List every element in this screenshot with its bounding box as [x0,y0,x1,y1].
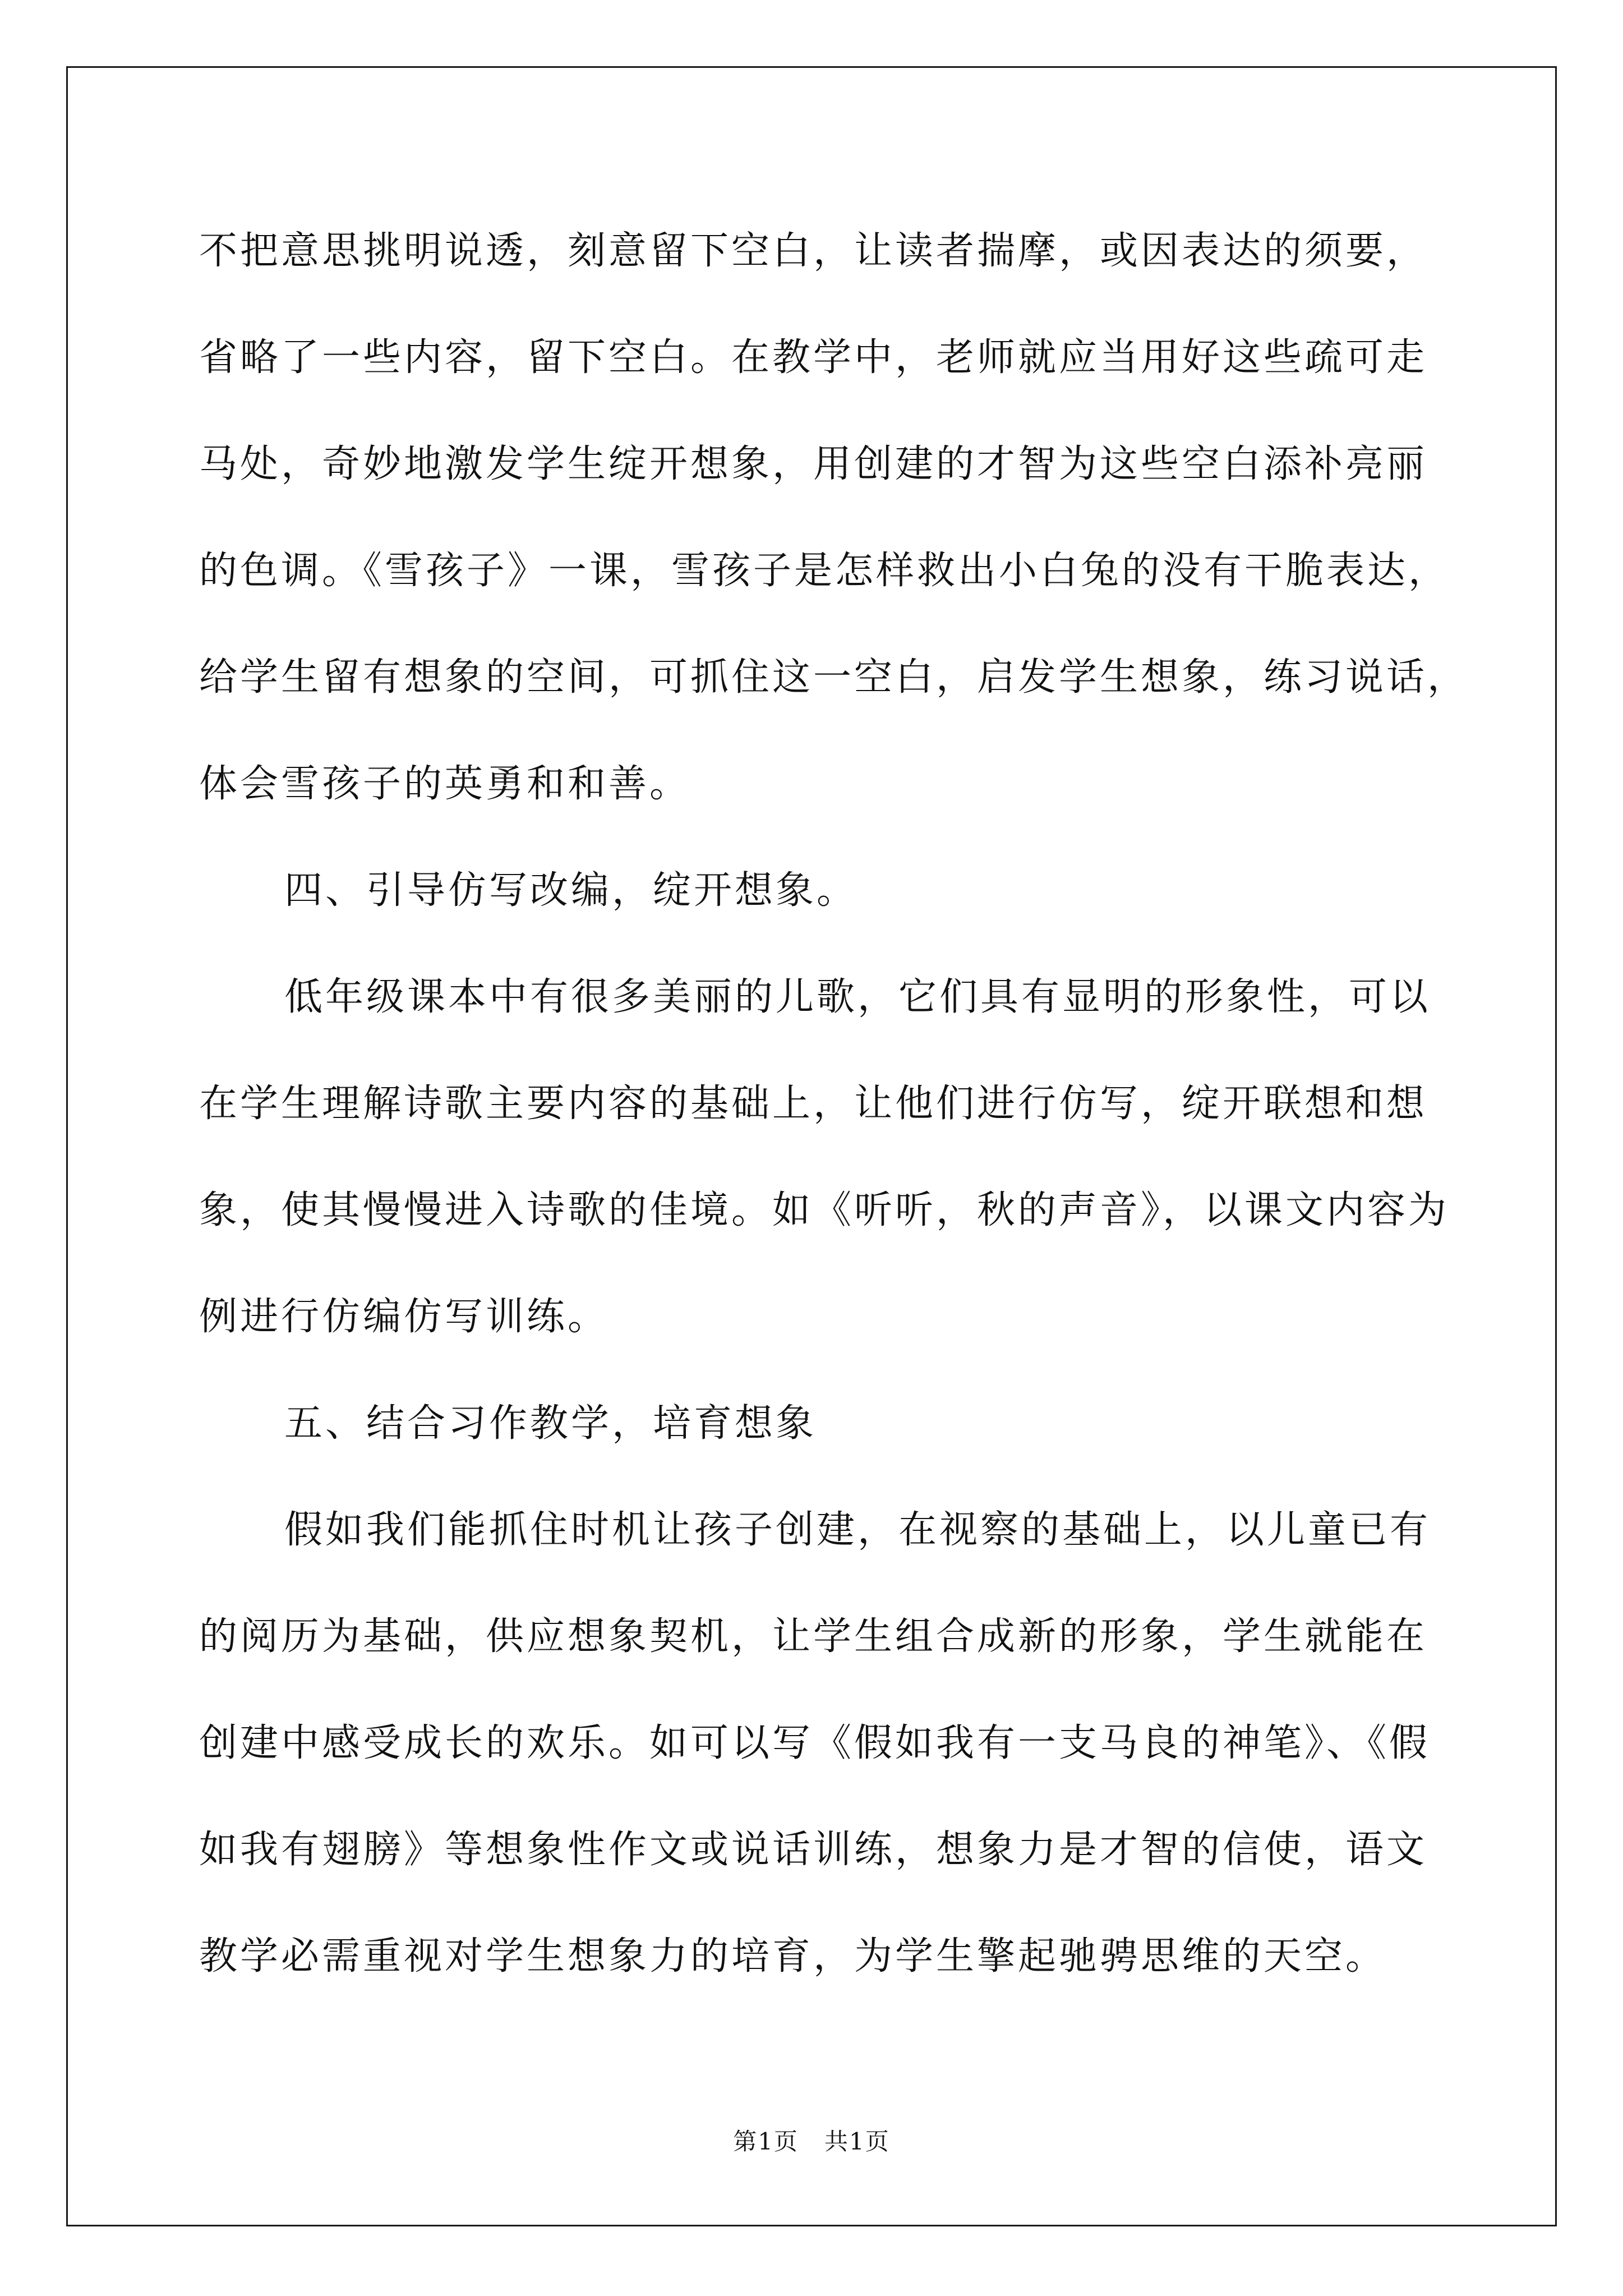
paragraph-line: 在学生理解诗歌主要内容的基础上，让他们进行仿写，绽开联想和想 [199,1082,1428,1126]
paragraph-line: 教学必需重视对学生想象力的培育，为学生擎起驰骋思维的天空。 [199,1934,1387,1978]
paragraph-line: 不把意思挑明说透，刻意留下空白，让读者揣摩，或因表达的须要， [199,229,1428,273]
page-footer [0,2128,1623,2156]
paragraph-line: 的阅历为基础，供应想象契机，让学生组合成新的形象，学生就能在 [199,1614,1428,1659]
paragraph-line: 体会雪孩子的英勇和和善。 [199,762,691,806]
paragraph-line: 马处，奇妙地激发学生绽开想象，用创建的才智为这些空白添补亮丽 [199,442,1428,486]
paragraph-line: 的色调。《雪孩子》一课，雪孩子是怎样救出小白兔的没有干脆表达， [199,549,1450,593]
paragraph-line: 如我有翅膀》等想象性作文或说话训练，想象力是才智的信使，语文 [199,1828,1428,1872]
paragraph-line: 象，使其慢慢进入诗歌的佳境。如《听听，秋的声音》，以课文内容为 [199,1188,1450,1232]
page-number-total: 共1页 [824,2128,890,2155]
paragraph-line: 低年级课本中有很多美丽的儿歌，它们具有显明的形象性，可以 [284,975,1431,1019]
paragraph-line: 例进行仿编仿写训练。 [199,1295,609,1339]
page-number-current: 第1页 [733,2128,799,2155]
paragraph-line: 省略了一些内容，留下空白。在教学中，老师就应当用好这些疏可走 [199,335,1428,380]
section-heading: 四、引导仿写改编，绽开想象。 [284,868,858,913]
section-heading: 五、结合习作教学，培育想象 [284,1401,817,1446]
paragraph-line: 假如我们能抓住时机让孩子创建，在视察的基础上，以儿童已有 [284,1508,1431,1552]
paragraph-line: 给学生留有想象的空间，可抓住这一空白，启发学生想象，练习说话， [199,655,1469,700]
page-border [66,66,1557,2226]
paragraph-line: 创建中感受成长的欢乐。如可以写《假如我有一支马良的神笔》、《假 [199,1721,1431,1765]
